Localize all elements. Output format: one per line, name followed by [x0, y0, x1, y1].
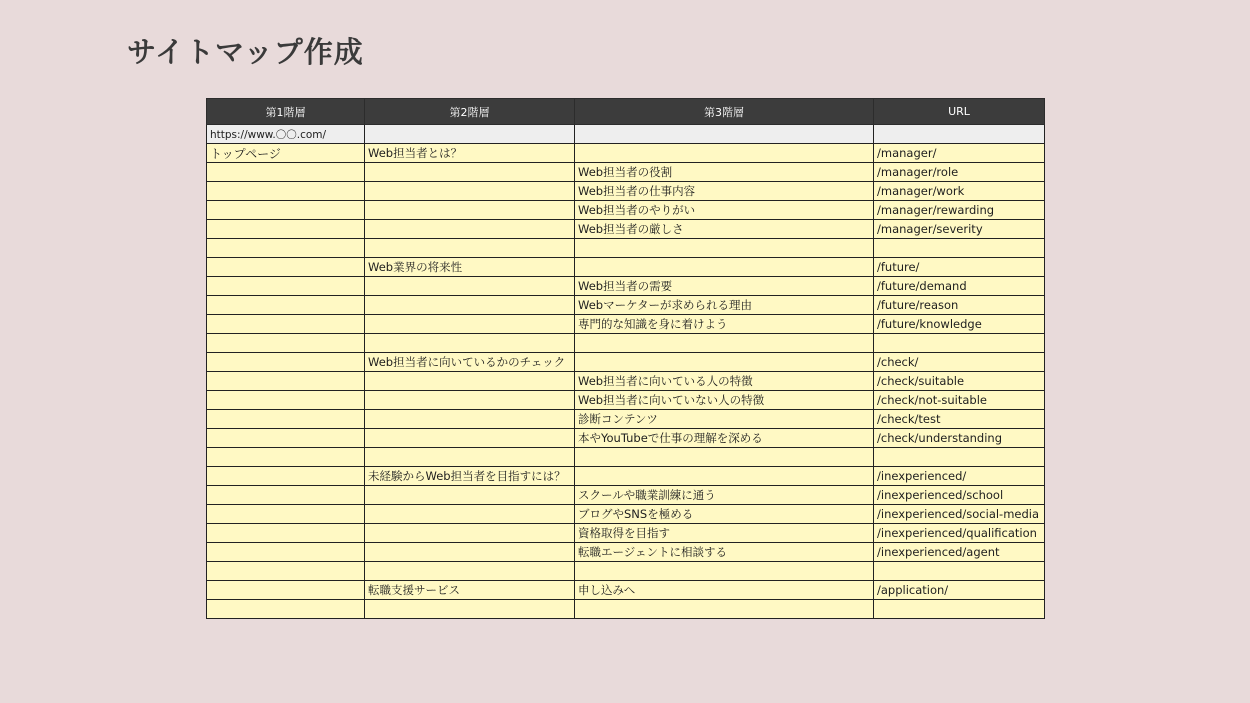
header-level1: 第1階層 — [207, 99, 365, 125]
cell-url[interactable]: /check/not-suitable — [874, 391, 1045, 410]
cell-level1[interactable] — [207, 486, 365, 505]
table-row — [207, 201, 1045, 220]
cell-url[interactable] — [874, 125, 1045, 144]
cell-level3[interactable]: 診断コンテンツ — [575, 410, 874, 429]
table-row — [207, 391, 1045, 410]
cell-url[interactable]: /check/suitable — [874, 372, 1045, 391]
cell-level2[interactable] — [365, 543, 575, 562]
cell-url[interactable]: /inexperienced/school — [874, 486, 1045, 505]
cell-level2[interactable]: Web業界の将来性 — [365, 258, 575, 277]
cell-level2[interactable] — [365, 163, 575, 182]
cell-level1[interactable] — [207, 277, 365, 296]
table-row — [207, 258, 1045, 277]
table-row — [207, 467, 1045, 486]
cell-level2[interactable] — [365, 562, 575, 581]
cell-level3[interactable]: Web担当者の厳しさ — [575, 220, 874, 239]
cell-level1[interactable] — [207, 467, 365, 486]
cell-url[interactable]: /inexperienced/social-media — [874, 505, 1045, 524]
cell-level2[interactable] — [365, 486, 575, 505]
cell-level1[interactable] — [207, 220, 365, 239]
cell-level3[interactable] — [575, 562, 874, 581]
cell-level2[interactable]: 転職支援サービス — [365, 581, 575, 600]
cell-level3[interactable]: 本やYouTubeで仕事の理解を深める — [575, 429, 874, 448]
cell-level3[interactable] — [575, 239, 874, 258]
cell-url[interactable]: /manager/work — [874, 182, 1045, 201]
table-row — [207, 182, 1045, 201]
header-url: URL — [874, 99, 1045, 125]
cell-url[interactable]: /manager/ — [874, 144, 1045, 163]
cell-url[interactable]: /application/ — [874, 581, 1045, 600]
cell-level3[interactable]: Web担当者の仕事内容 — [575, 182, 874, 201]
cell-level1[interactable] — [207, 201, 365, 220]
cell-level1[interactable] — [207, 543, 365, 562]
cell-level3[interactable]: Web担当者に向いていない人の特徴 — [575, 391, 874, 410]
cell-level1[interactable] — [207, 524, 365, 543]
cell-level1[interactable] — [207, 353, 365, 372]
cell-url[interactable] — [874, 600, 1045, 619]
table-row — [207, 524, 1045, 543]
cell-level3[interactable] — [575, 467, 874, 486]
header-level2: 第2階層 — [365, 99, 575, 125]
table-row — [207, 220, 1045, 239]
cell-url[interactable] — [874, 448, 1045, 467]
cell-level2[interactable] — [365, 334, 575, 353]
cell-level2[interactable] — [365, 410, 575, 429]
cell-level1[interactable] — [207, 581, 365, 600]
cell-level3[interactable] — [575, 353, 874, 372]
cell-level1[interactable]: トップページ — [207, 144, 365, 163]
cell-level2[interactable]: Web担当者とは？ — [365, 144, 575, 163]
cell-level1[interactable] — [207, 448, 365, 467]
cell-level2[interactable] — [365, 524, 575, 543]
cell-level3[interactable]: Webマーケターが求められる理由 — [575, 296, 874, 315]
header-row — [207, 99, 1045, 125]
table-row — [207, 372, 1045, 391]
cell-level3[interactable]: Web担当者の役割 — [575, 163, 874, 182]
sitemap-table — [206, 98, 1045, 619]
cell-url[interactable]: /manager/role — [874, 163, 1045, 182]
cell-level3[interactable] — [575, 448, 874, 467]
cell-level2[interactable] — [365, 220, 575, 239]
cell-level1[interactable] — [207, 410, 365, 429]
cell-level1[interactable]: https://www.〇〇.com/ — [207, 125, 365, 144]
cell-url[interactable]: /future/demand — [874, 277, 1045, 296]
cell-level2[interactable] — [365, 182, 575, 201]
cell-level2[interactable] — [365, 429, 575, 448]
table-row — [207, 410, 1045, 429]
table-row — [207, 163, 1045, 182]
cell-level3[interactable]: スクールや職業訓練に通う — [575, 486, 874, 505]
table-row — [207, 581, 1045, 600]
table-row — [207, 144, 1045, 163]
cell-level2[interactable] — [365, 239, 575, 258]
cell-level2[interactable] — [365, 315, 575, 334]
cell-level3[interactable] — [575, 334, 874, 353]
cell-level1[interactable] — [207, 258, 365, 277]
cell-level1[interactable] — [207, 505, 365, 524]
cell-level1[interactable] — [207, 163, 365, 182]
cell-level2[interactable]: 未経験からWeb担当者を目指すには？ — [365, 467, 575, 486]
cell-level3[interactable]: 資格取得を目指す — [575, 524, 874, 543]
header-level3: 第3階層 — [575, 99, 874, 125]
cell-level1[interactable] — [207, 391, 365, 410]
cell-url[interactable]: /manager/severity — [874, 220, 1045, 239]
cell-level3[interactable]: Web担当者に向いている人の特徴 — [575, 372, 874, 391]
cell-level3[interactable] — [575, 258, 874, 277]
cell-level3[interactable] — [575, 144, 874, 163]
cell-level1[interactable] — [207, 182, 365, 201]
cell-url[interactable]: /future/reason — [874, 296, 1045, 315]
cell-level2[interactable] — [365, 201, 575, 220]
cell-url[interactable] — [874, 334, 1045, 353]
cell-url[interactable]: /future/ — [874, 258, 1045, 277]
page-title: サイトマップ作成 — [127, 35, 364, 69]
table-body — [207, 125, 1045, 619]
cell-level2[interactable] — [365, 125, 575, 144]
cell-level1[interactable] — [207, 372, 365, 391]
table-row — [207, 562, 1045, 581]
table-row — [207, 600, 1045, 619]
cell-level1[interactable] — [207, 429, 365, 448]
cell-level3[interactable]: 転職エージェントに相談する — [575, 543, 874, 562]
table-row — [207, 543, 1045, 562]
cell-level3[interactable]: ブログやSNSを極める — [575, 505, 874, 524]
table-row — [207, 429, 1045, 448]
cell-url[interactable]: /inexperienced/ — [874, 467, 1045, 486]
cell-level3[interactable]: 申し込みへ — [575, 581, 874, 600]
cell-level2[interactable] — [365, 277, 575, 296]
cell-url[interactable]: /future/knowledge — [874, 315, 1045, 334]
cell-level3[interactable]: Web担当者のやりがい — [575, 201, 874, 220]
table-row — [207, 486, 1045, 505]
cell-url[interactable] — [874, 239, 1045, 258]
table-row — [207, 353, 1045, 372]
sitemap-sheet — [206, 98, 1044, 619]
cell-level3[interactable]: Web担当者の需要 — [575, 277, 874, 296]
table-row — [207, 239, 1045, 258]
cell-level3[interactable] — [575, 600, 874, 619]
table-row — [207, 125, 1045, 144]
cell-url[interactable]: /inexperienced/agent — [874, 543, 1045, 562]
table-row — [207, 505, 1045, 524]
cell-url[interactable]: /manager/rewarding — [874, 201, 1045, 220]
table-row — [207, 315, 1045, 334]
cell-url[interactable]: /check/ — [874, 353, 1045, 372]
cell-url[interactable]: /check/test — [874, 410, 1045, 429]
cell-level1[interactable] — [207, 334, 365, 353]
cell-level2[interactable] — [365, 372, 575, 391]
cell-level2[interactable] — [365, 448, 575, 467]
cell-url[interactable] — [874, 562, 1045, 581]
cell-level2[interactable] — [365, 600, 575, 619]
cell-level2[interactable] — [365, 505, 575, 524]
cell-level2[interactable] — [365, 391, 575, 410]
cell-level1[interactable] — [207, 315, 365, 334]
table-row — [207, 448, 1045, 467]
cell-url[interactable]: /check/understanding — [874, 429, 1045, 448]
cell-level3[interactable]: 専門的な知識を身に着けよう — [575, 315, 874, 334]
table-row — [207, 334, 1045, 353]
cell-url[interactable]: /inexperienced/qualification — [874, 524, 1045, 543]
table-row — [207, 277, 1045, 296]
cell-level1[interactable] — [207, 239, 365, 258]
cell-level1[interactable] — [207, 600, 365, 619]
cell-level1[interactable] — [207, 562, 365, 581]
cell-level3[interactable] — [575, 125, 874, 144]
cell-level2[interactable] — [365, 296, 575, 315]
cell-level2[interactable]: Web担当者に向いているかのチェック — [365, 353, 575, 372]
cell-level1[interactable] — [207, 296, 365, 315]
table-row — [207, 296, 1045, 315]
